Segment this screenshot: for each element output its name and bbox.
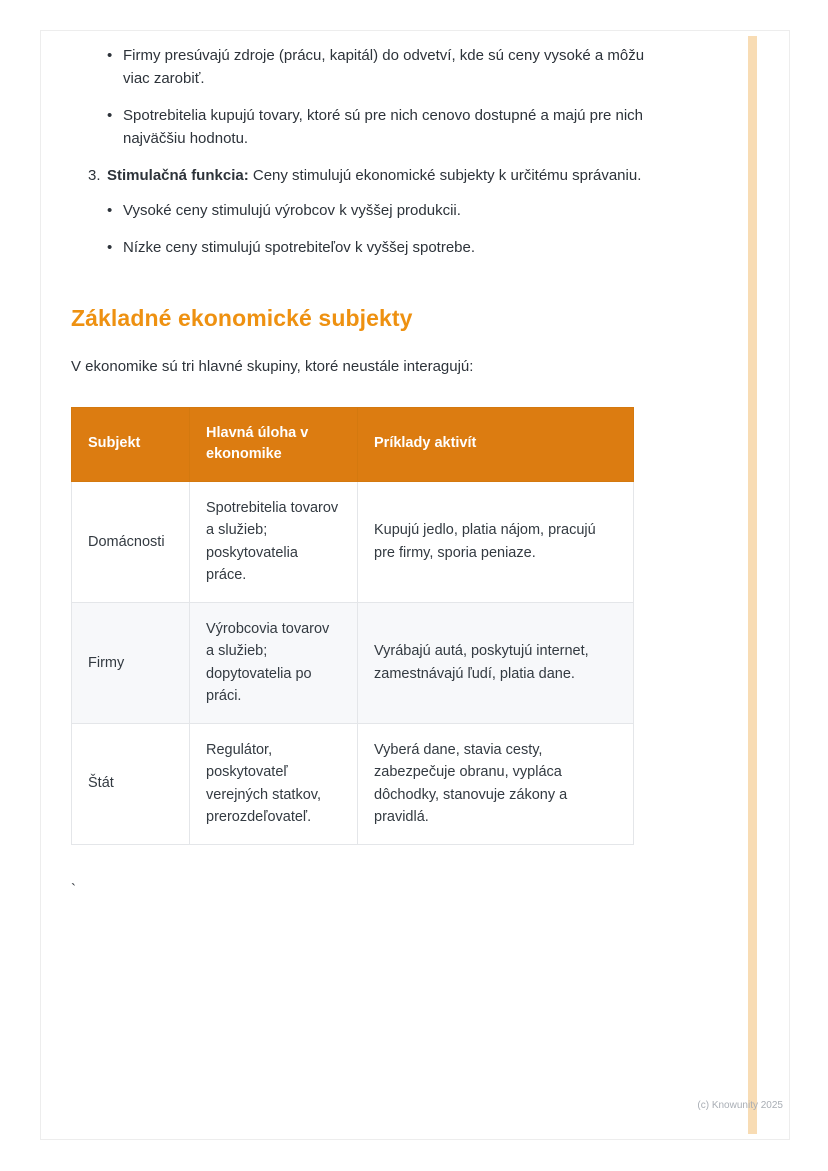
list-item (107, 45, 656, 90)
table-cell: Vyberá dane, stavia cesty, zabezpečuje obranu, vypláca dôchodky, stanovuje zákony a pravidlá. (358, 723, 634, 844)
bullet-icon (107, 45, 123, 90)
document-content (41, 31, 656, 901)
table-row (72, 723, 634, 844)
bullet-icon (107, 105, 123, 150)
stray-character: ` (71, 880, 76, 898)
table-cell: Firmy (72, 602, 190, 723)
list-number: 3. (88, 167, 101, 184)
numbered-item-bold: Stimulačná funkcia: (107, 167, 249, 184)
table-header-cell: Príklady aktivít (358, 407, 634, 482)
table-header-row (72, 407, 634, 482)
table-cell: Štát (72, 723, 190, 844)
table-header-cell: Subjekt (72, 407, 190, 482)
sub-bullet-list (107, 200, 641, 260)
bullet-text: Spotrebitelia kupujú tovary, ktoré sú pre nich cenovo dostupné a majú pre nich najväčšiu hodnotu. (123, 107, 644, 147)
economic-subjects-table (71, 407, 634, 845)
numbered-list-item (71, 165, 656, 275)
table-row (72, 482, 634, 603)
list-item (107, 105, 656, 150)
footer-credit: (c) Knowunity 2025 (697, 1100, 783, 1111)
list-item (107, 200, 641, 223)
table-cell: Vyrábajú autá, poskytujú internet, zamestnávajú ľudí, platia dane. (358, 602, 634, 723)
bullet-text: Vysoké ceny stimulujú výrobcov k vyššej produkcii. (123, 201, 461, 219)
table-cell: Regulátor, poskytovateľ verejných statkov, prerozdeľovateľ. (190, 723, 358, 844)
section-heading: Základné ekonomické subjekty (71, 304, 413, 331)
list-item (107, 237, 641, 260)
table-cell: Domácnosti (72, 482, 190, 603)
numbered-item-text (107, 167, 641, 184)
intro-paragraph: V ekonomike sú tri hlavné skupiny, ktoré neustále interagujú: (71, 358, 474, 375)
bullet-icon (107, 200, 123, 223)
table-body (72, 482, 634, 845)
top-bullet-list (71, 45, 656, 150)
bullet-icon (107, 237, 123, 260)
table-cell: Spotrebitelia tovarov a služieb; poskytovatelia práce. (190, 482, 358, 603)
table-cell: Kupujú jedlo, platia nájom, pracujú pre firmy, sporia peniaze. (358, 482, 634, 603)
table-cell: Výrobcovia tovarov a služieb; dopytovatelia po práci. (190, 602, 358, 723)
document-page (40, 30, 790, 1140)
table-header-cell: Hlavná úloha v ekonomike (190, 407, 358, 482)
numbered-item-rest: Ceny stimulujú ekonomické subjekty k určitému správaniu. (248, 167, 642, 184)
bullet-text: Firmy presúvajú zdroje (prácu, kapitál) do odvetví, kde sú ceny vysoké a môžu viac zarobiť. (123, 47, 645, 87)
bullet-text: Nízke ceny stimulujú spotrebiteľov k vyššej spotrebe. (123, 239, 476, 256)
table-row (72, 602, 634, 723)
numbered-item-body (107, 165, 641, 275)
table-head (72, 407, 634, 482)
accent-stripe (748, 36, 757, 1134)
